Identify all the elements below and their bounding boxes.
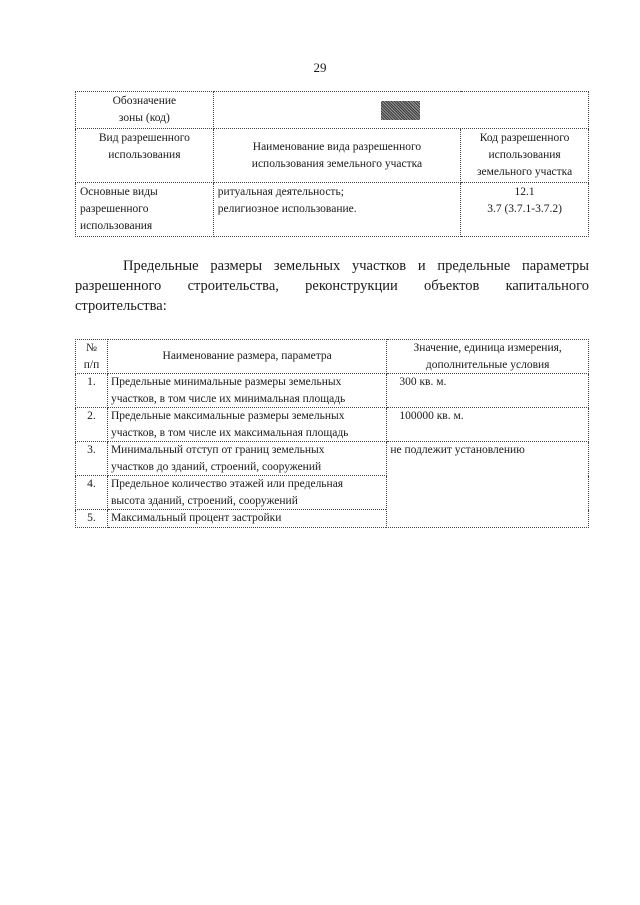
word: строительства, xyxy=(187,278,279,294)
cell-line: Предельное количество этажей или предельная xyxy=(110,478,344,490)
zone-row xyxy=(76,92,589,129)
params-header-row xyxy=(76,340,589,374)
word: предельные xyxy=(437,258,511,274)
header-line: Значение, единица измерения, xyxy=(413,342,562,354)
limits-paragraph xyxy=(75,256,589,316)
header-line: Наименование вида разрешенного xyxy=(252,140,422,153)
word: объектов xyxy=(424,278,480,294)
row-value-merged: не подлежит установлению xyxy=(387,442,589,528)
header-value xyxy=(387,340,589,374)
header-code xyxy=(461,129,589,183)
word: земельных xyxy=(273,258,341,274)
row-num: 5. xyxy=(76,510,108,528)
header-line: Код разрешенного xyxy=(479,132,570,144)
row-num: 2. xyxy=(76,408,108,442)
word: размеры xyxy=(210,258,263,274)
header-line: земельного участка xyxy=(476,166,573,178)
table-row xyxy=(76,442,589,476)
page-number: 29 xyxy=(313,60,327,75)
paragraph-line: строительства: xyxy=(75,298,167,314)
row-use-name xyxy=(213,183,460,237)
word: и xyxy=(417,258,426,274)
word: реконструкции xyxy=(305,278,398,294)
row-value: 100000 кв. м. xyxy=(387,408,589,442)
row-use-kind xyxy=(76,183,214,237)
header-line: п/п xyxy=(83,358,100,371)
header-use-kind xyxy=(76,129,214,183)
zone-table xyxy=(75,91,589,237)
cell-line: Основные виды xyxy=(80,186,158,198)
cell-line: Минимальный отступ от границ земельных xyxy=(110,444,325,456)
row-num: 4. xyxy=(76,476,108,510)
word: капитального xyxy=(505,278,589,294)
header-use-name xyxy=(213,129,460,183)
row-param-name: Максимальный процент застройки xyxy=(107,510,386,528)
zone-data-row xyxy=(76,183,589,237)
cell-line: участков до зданий, строений, сооружений xyxy=(110,460,322,473)
params-table xyxy=(75,339,589,528)
row-num: 1. xyxy=(76,374,108,408)
row-num: 3. xyxy=(76,442,108,476)
header-num xyxy=(76,340,108,374)
row-param-name xyxy=(107,374,386,408)
table-row xyxy=(76,374,589,408)
paragraph-line xyxy=(75,256,589,276)
zone-header-row xyxy=(76,129,589,183)
row-code xyxy=(461,183,589,237)
cell-line: Предельные минимальные размеры земельных xyxy=(110,376,342,388)
cell-line: участков, в том числе их минимальная площадь xyxy=(110,392,346,405)
table-row xyxy=(76,408,589,442)
header-param-name: Наименование размера, параметра xyxy=(107,340,386,374)
cell-line: разрешенного xyxy=(80,203,149,215)
cell-line: высота зданий, строений, сооружений xyxy=(110,494,298,507)
header-line: дополнительные условия xyxy=(425,358,550,371)
word: участков xyxy=(351,258,407,274)
row-param-name xyxy=(107,408,386,442)
row-param-name xyxy=(107,442,386,476)
header-line: использования земельного участка xyxy=(251,157,423,170)
row-value: 300 кв. м. xyxy=(387,374,589,408)
word: Предельные xyxy=(123,258,199,274)
header-line: № xyxy=(85,342,97,354)
word: параметры xyxy=(521,258,589,274)
paragraph-line xyxy=(75,276,589,296)
row-param-name xyxy=(107,476,386,510)
zone-label-line: Обозначение xyxy=(112,95,177,107)
header-line: использования xyxy=(108,149,181,161)
word: разрешенного xyxy=(75,278,162,294)
cell-line: участков, в том числе их максимальная площадь xyxy=(110,426,349,439)
cell-line: религиозное использование. xyxy=(217,203,357,215)
cell-line: 12.1 xyxy=(514,186,535,198)
zone-code-cell xyxy=(213,92,588,129)
zone-label-line: зоны (код) xyxy=(118,112,170,124)
cell-line: Предельные максимальные размеры земельных xyxy=(110,410,345,422)
redacted-zone-code xyxy=(381,101,420,120)
cell-line: ритуальная деятельность; xyxy=(217,186,344,198)
header-line: Вид разрешенного xyxy=(98,132,190,144)
zone-label-cell xyxy=(76,92,214,129)
cell-line: использования xyxy=(80,220,153,232)
cell-line: 3.7 (3.7.1-3.7.2) xyxy=(487,203,562,215)
header-line: использования xyxy=(488,149,561,161)
